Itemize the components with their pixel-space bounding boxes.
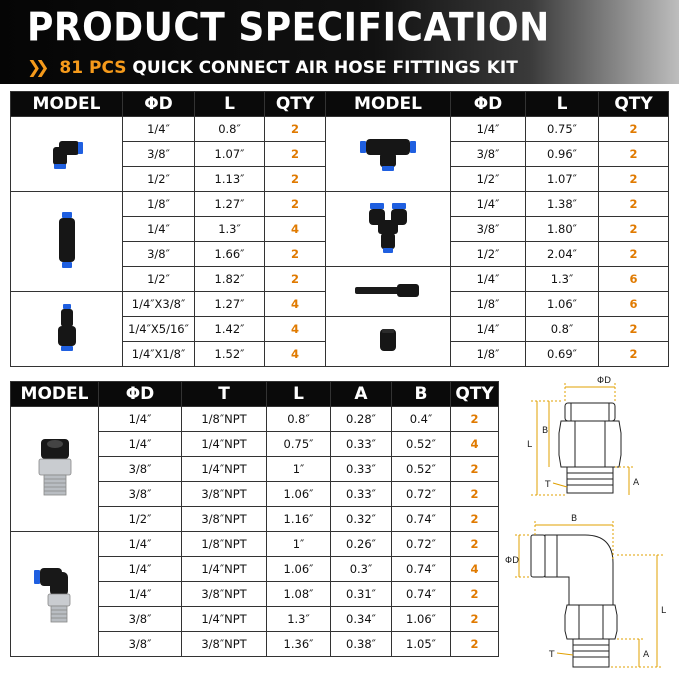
model-cell: [11, 117, 123, 192]
label-elbow-b: B: [571, 514, 578, 524]
table-row: [326, 317, 669, 342]
spec-cell: 1.06″: [267, 482, 331, 507]
table-row: [11, 532, 499, 557]
double-chevron-icon: ❯❯: [27, 58, 44, 78]
table-row: [11, 292, 326, 317]
spec-cell: 1.52″: [195, 342, 265, 367]
union-elbow-fitting-icon: [45, 133, 89, 173]
spec-cell: 1.27″: [195, 192, 265, 217]
table-header-row: [326, 92, 669, 117]
qty-cell: 2: [451, 507, 499, 532]
spec-cell: 1.06″: [267, 557, 331, 582]
spec-cell: 1.05″: [392, 632, 451, 657]
subtitle-count: 81 PCS: [59, 58, 127, 78]
spec-cell: 3/8″: [99, 632, 182, 657]
header-model: MODEL: [326, 92, 451, 117]
spec-cell: 3/8″: [99, 482, 182, 507]
spec-table-tee-y-plug-fittings: [325, 91, 669, 367]
spec-cell: 1.42″: [195, 317, 265, 342]
label-elbow-t: T: [549, 650, 555, 660]
qty-cell: 2: [265, 242, 326, 267]
spec-cell: 0.33″: [331, 482, 392, 507]
spec-cell: 0.28″: [331, 407, 392, 432]
spec-cell: 1/4″: [99, 532, 182, 557]
spec-cell: 1.36″: [267, 632, 331, 657]
table-header-row: [11, 92, 326, 117]
model-cell: [11, 407, 99, 532]
qty-cell: 2: [451, 582, 499, 607]
label-straight-t: T: [545, 480, 551, 490]
cap-fitting-icon: [377, 325, 399, 355]
qty-cell: 4: [265, 317, 326, 342]
qty-cell: 2: [265, 167, 326, 192]
spec-cell: 2.04″: [526, 242, 599, 267]
header-length: L: [195, 92, 265, 117]
qty-cell: 2: [451, 407, 499, 432]
spec-cell: 1/4″: [123, 217, 195, 242]
qty-cell: 4: [451, 557, 499, 582]
header-thread: T: [182, 382, 267, 407]
spec-cell: 3/8″: [123, 242, 195, 267]
model-cell: [11, 532, 99, 657]
spec-cell: 1/4″: [99, 557, 182, 582]
straight-fitting-diagram: [531, 383, 635, 495]
qty-cell: 2: [265, 142, 326, 167]
label-straight-a: A: [633, 478, 640, 488]
qty-cell: 2: [599, 342, 669, 367]
spec-cell: 1/4″X1/8″: [123, 342, 195, 367]
spec-cell: 1.07″: [526, 167, 599, 192]
elbow-fitting-diagram: [515, 521, 663, 667]
qty-cell: 6: [599, 292, 669, 317]
qty-cell: 2: [599, 217, 669, 242]
spec-cell: 1/4″NPT: [182, 557, 267, 582]
reducer-union-fitting-icon: [55, 302, 79, 354]
subtitle-text: QUICK CONNECT AIR HOSE FITTINGS KIT: [132, 58, 518, 78]
spec-cell: 0.33″: [331, 432, 392, 457]
spec-cell: 0.75″: [526, 117, 599, 142]
spec-cell: 3/8″: [99, 457, 182, 482]
qty-cell: 2: [451, 457, 499, 482]
table-row: [326, 192, 669, 217]
header-length: L: [526, 92, 599, 117]
spec-cell: 1/2″: [451, 167, 526, 192]
spec-cell: 3/8″NPT: [182, 582, 267, 607]
spec-cell: 1.66″: [195, 242, 265, 267]
spec-cell: 1.13″: [195, 167, 265, 192]
tee-fitting-icon: [358, 133, 418, 173]
spec-cell: 1″: [267, 532, 331, 557]
spec-cell: 3/8″NPT: [182, 507, 267, 532]
header-banner: [0, 0, 679, 84]
qty-cell: 2: [599, 117, 669, 142]
spec-cell: 0.74″: [392, 557, 451, 582]
plug-fitting-icon: [351, 279, 425, 301]
spec-cell: 1/4″X3/8″: [123, 292, 195, 317]
qty-cell: 2: [599, 242, 669, 267]
qty-cell: 2: [451, 532, 499, 557]
spec-cell: 0.72″: [392, 482, 451, 507]
spec-cell: 1/4″: [99, 407, 182, 432]
qty-cell: 4: [265, 342, 326, 367]
label-straight-l: L: [527, 440, 533, 450]
header-qty: QTY: [599, 92, 669, 117]
table-row: [326, 117, 669, 142]
qty-cell: 4: [265, 292, 326, 317]
spec-cell: 0.52″: [392, 457, 451, 482]
model-cell: [326, 317, 451, 367]
spec-cell: 1/4″X5/16″: [123, 317, 195, 342]
spec-cell: 1/2″: [123, 267, 195, 292]
spec-cell: 3/8″: [99, 607, 182, 632]
spec-cell: 1.82″: [195, 267, 265, 292]
model-cell: [326, 117, 451, 192]
spec-cell: 1″: [267, 457, 331, 482]
spec-cell: 1/2″: [99, 507, 182, 532]
qty-cell: 2: [451, 632, 499, 657]
label-elbow-a: A: [643, 650, 650, 660]
spec-cell: 1/8″: [451, 342, 526, 367]
label-elbow-l: L: [661, 606, 667, 616]
header-diameter: ΦD: [99, 382, 182, 407]
spec-cell: 0.4″: [392, 407, 451, 432]
spec-cell: 3/8″: [123, 142, 195, 167]
spec-cell: 1/8″NPT: [182, 532, 267, 557]
spec-cell: 1/4″: [123, 117, 195, 142]
spec-cell: 1/4″: [99, 432, 182, 457]
spec-cell: 1/4″: [451, 267, 526, 292]
spec-cell: 0.74″: [392, 582, 451, 607]
qty-cell: 6: [599, 267, 669, 292]
table-row: [326, 267, 669, 292]
header-diameter: ΦD: [123, 92, 195, 117]
spec-cell: 0.8″: [526, 317, 599, 342]
header-b: B: [392, 382, 451, 407]
spec-cell: 1.06″: [526, 292, 599, 317]
label-straight-d: ΦD: [597, 376, 612, 386]
qty-cell: 2: [599, 167, 669, 192]
spec-cell: 1/8″NPT: [182, 407, 267, 432]
spec-cell: 0.8″: [195, 117, 265, 142]
spec-cell: 3/8″NPT: [182, 632, 267, 657]
spec-cell: 0.32″: [331, 507, 392, 532]
spec-cell: 1/4″NPT: [182, 432, 267, 457]
spec-cell: 0.26″: [331, 532, 392, 557]
header-diameter: ΦD: [451, 92, 526, 117]
table-row: [11, 407, 499, 432]
spec-cell: 1/4″: [451, 192, 526, 217]
model-cell: [11, 192, 123, 292]
spec-cell: 1/2″: [451, 242, 526, 267]
spec-cell: 1.80″: [526, 217, 599, 242]
spec-cell: 1.06″: [392, 607, 451, 632]
spec-cell: 1/4″: [451, 117, 526, 142]
spec-cell: 1.3″: [195, 217, 265, 242]
label-straight-b: B: [542, 426, 549, 436]
qty-cell: 2: [599, 317, 669, 342]
spec-cell: 1.16″: [267, 507, 331, 532]
spec-cell: 0.75″: [267, 432, 331, 457]
table-row: [11, 117, 326, 142]
spec-table-union-fittings: [10, 91, 326, 367]
spec-cell: 1/4″NPT: [182, 457, 267, 482]
spec-cell: 0.38″: [331, 632, 392, 657]
y-fitting-icon: [366, 200, 410, 256]
spec-cell: 0.72″: [392, 532, 451, 557]
header-qty: QTY: [265, 92, 326, 117]
qty-cell: 4: [265, 217, 326, 242]
page-title: PRODUCT SPECIFICATION: [27, 6, 550, 51]
header-model: MODEL: [11, 382, 99, 407]
spec-cell: 0.74″: [392, 507, 451, 532]
qty-cell: 2: [451, 607, 499, 632]
spec-cell: 1.38″: [526, 192, 599, 217]
header-a: A: [331, 382, 392, 407]
spec-cell: 1.3″: [526, 267, 599, 292]
spec-cell: 1/8″: [451, 292, 526, 317]
spec-cell: 0.33″: [331, 457, 392, 482]
qty-cell: 2: [599, 192, 669, 217]
model-cell: [326, 192, 451, 267]
spec-cell: 1/4″NPT: [182, 607, 267, 632]
model-cell: [326, 267, 451, 317]
spec-cell: 1/8″: [123, 192, 195, 217]
spec-cell: 1.3″: [267, 607, 331, 632]
spec-cell: 0.34″: [331, 607, 392, 632]
spec-cell: 0.31″: [331, 582, 392, 607]
header-model: MODEL: [11, 92, 123, 117]
spec-cell: 3/8″: [451, 217, 526, 242]
qty-cell: 2: [265, 117, 326, 142]
dimension-diagram: [505, 375, 675, 675]
spec-cell: 1.08″: [267, 582, 331, 607]
spec-table-male-thread-fittings: [10, 381, 499, 657]
page-subtitle: [27, 58, 518, 78]
qty-cell: 2: [265, 192, 326, 217]
spec-cell: 1/4″: [451, 317, 526, 342]
straight-union-fitting-icon: [55, 210, 79, 270]
header-qty: QTY: [451, 382, 499, 407]
table-header-row: [11, 382, 499, 407]
spec-cell: 1.27″: [195, 292, 265, 317]
male-straight-fitting-icon: [35, 437, 75, 499]
spec-cell: 1.07″: [195, 142, 265, 167]
spec-cell: 0.69″: [526, 342, 599, 367]
spec-cell: 1/4″: [99, 582, 182, 607]
male-elbow-fitting-icon: [32, 560, 78, 626]
label-elbow-d: ΦD: [505, 556, 520, 566]
qty-cell: 2: [451, 482, 499, 507]
spec-cell: 1/2″: [123, 167, 195, 192]
table-row: [11, 192, 326, 217]
spec-cell: 0.8″: [267, 407, 331, 432]
header-length: L: [267, 382, 331, 407]
qty-cell: 2: [599, 142, 669, 167]
spec-cell: 0.52″: [392, 432, 451, 457]
spec-cell: 0.96″: [526, 142, 599, 167]
spec-cell: 3/8″: [451, 142, 526, 167]
qty-cell: 2: [265, 267, 326, 292]
qty-cell: 4: [451, 432, 499, 457]
model-cell: [11, 292, 123, 367]
spec-cell: 0.3″: [331, 557, 392, 582]
spec-cell: 3/8″NPT: [182, 482, 267, 507]
